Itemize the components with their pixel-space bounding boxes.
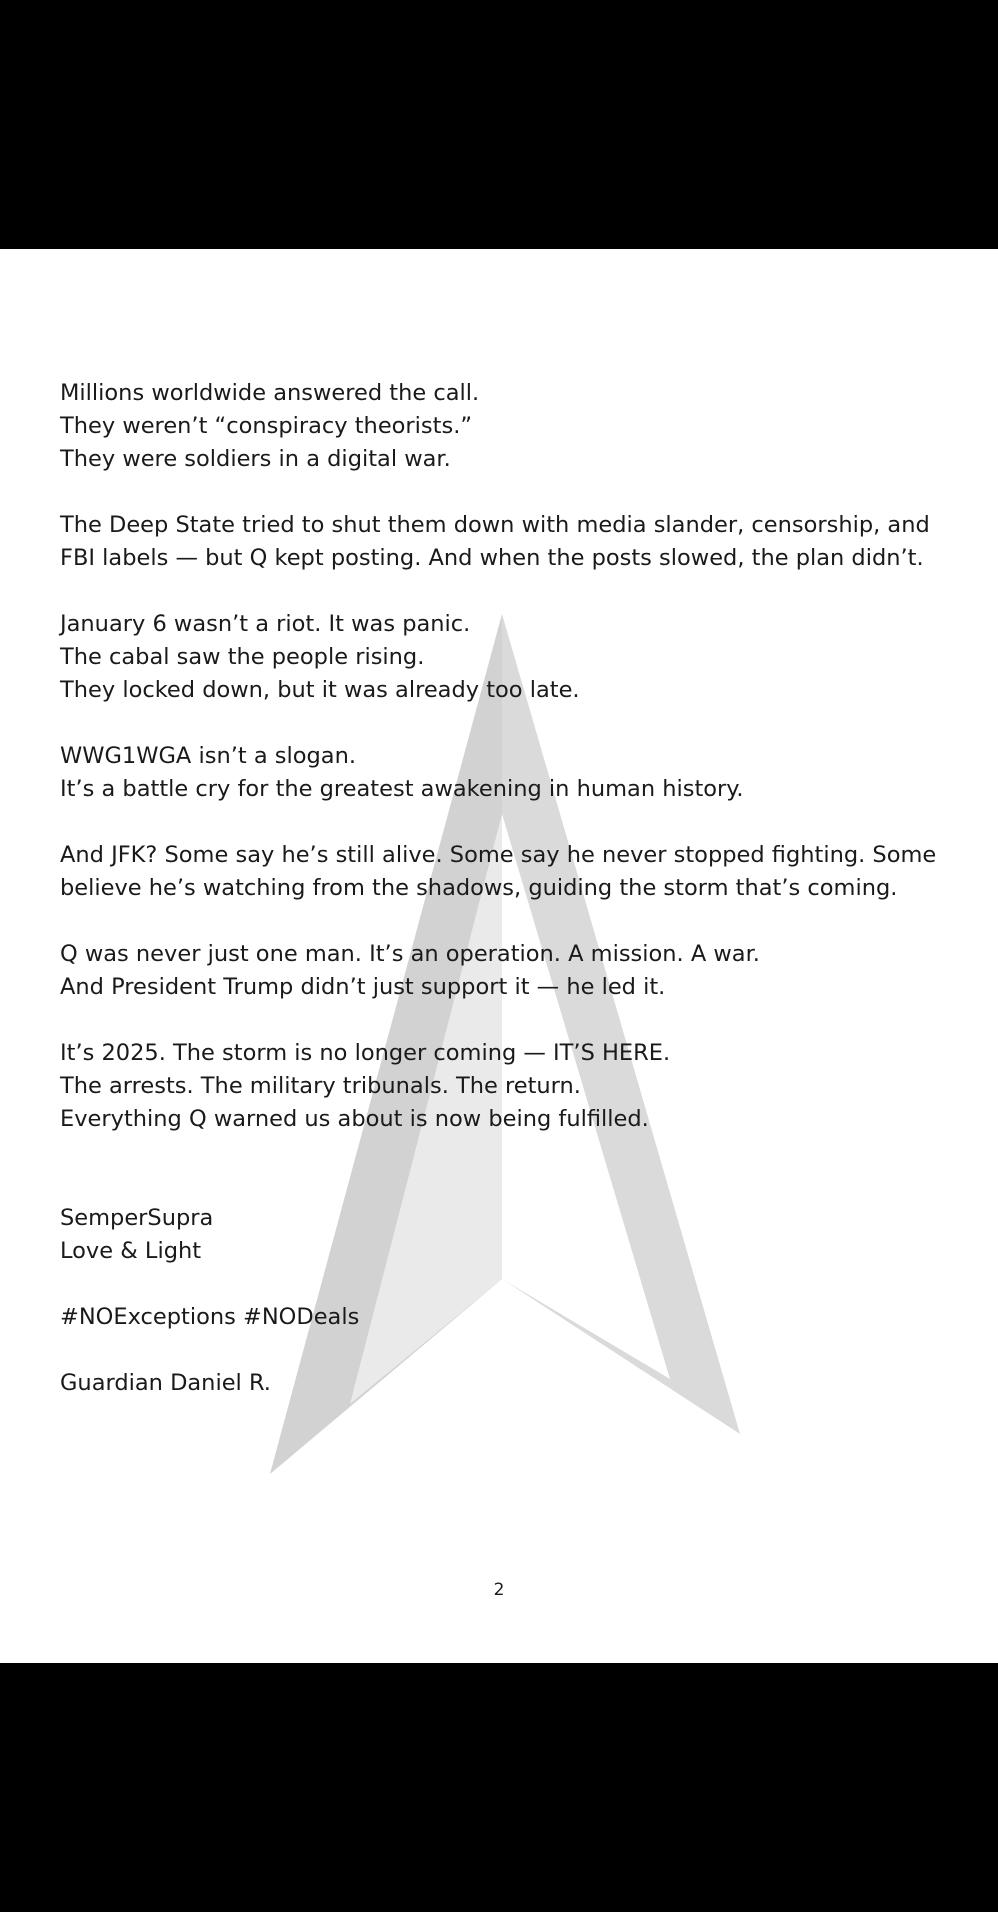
text-line: They weren’t “conspiracy theorists.” <box>60 413 472 439</box>
paragraph <box>60 839 940 905</box>
author-name: Guardian Daniel R. <box>60 1370 271 1396</box>
text-line: Q was never just one man. It’s an operation. A mission. A war. <box>60 941 760 967</box>
text-line: It’s 2025. The storm is no longer coming — IT’S HERE. <box>60 1040 671 1066</box>
paragraph <box>60 608 940 707</box>
text-line: Millions worldwide answered the call. <box>60 380 480 406</box>
paragraph <box>60 377 940 476</box>
hashtag-line: #NOExceptions #NODeals <box>60 1304 360 1330</box>
text-line: It’s a battle cry for the greatest awakening in human history. <box>60 776 744 802</box>
text-line: And President Trump didn’t just support it — he led it. <box>60 974 666 1000</box>
signature-name: SemperSupra <box>60 1205 214 1231</box>
hashtags <box>60 1301 940 1334</box>
paragraph <box>60 509 940 575</box>
paragraph <box>60 1037 940 1136</box>
page-number: 2 <box>493 1580 505 1600</box>
text-line: And JFK? Some say he’s still alive. Some say he never stopped fighting. Some <box>60 842 937 868</box>
text-line: The cabal saw the people rising. <box>60 644 425 670</box>
document-page <box>0 249 998 1663</box>
text-line: The arrests. The military tribunals. The return. <box>60 1073 581 1099</box>
author <box>60 1367 940 1400</box>
text-line: They locked down, but it was already too late. <box>60 677 580 703</box>
text-line: Everything Q warned us about is now being fulfilled. <box>60 1106 649 1132</box>
text-line: believe he’s watching from the shadows, guiding the storm that’s coming. <box>60 875 898 901</box>
text-line: WWG1WGA isn’t a slogan. <box>60 743 356 769</box>
text-line: FBI labels — but Q kept posting. And when the posts slowed, the plan didn’t. <box>60 545 924 571</box>
text-line: The Deep State tried to shut them down with media slander, censorship, and <box>60 512 930 538</box>
paragraph <box>60 938 940 1004</box>
text-line: They were soldiers in a digital war. <box>60 446 451 472</box>
paragraph <box>60 740 940 806</box>
signature-block <box>60 1202 940 1268</box>
text-line: January 6 wasn’t a riot. It was panic. <box>60 611 471 637</box>
signature-closing: Love & Light <box>60 1238 202 1264</box>
letter-body <box>60 377 940 1400</box>
